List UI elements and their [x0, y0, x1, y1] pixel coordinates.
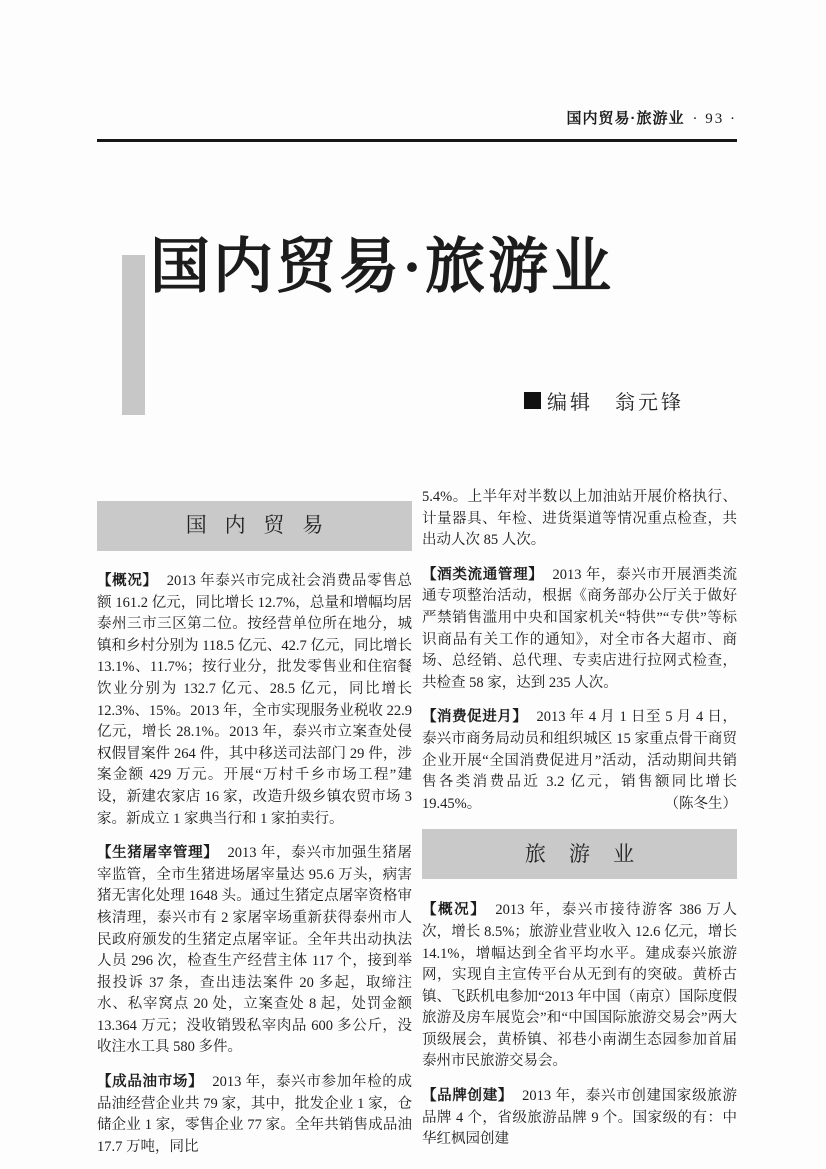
entry-tag: 【消费促进月】	[422, 709, 528, 726]
paragraph-trade-overview	[97, 571, 412, 830]
paragraph-consumption-month	[422, 707, 737, 815]
entry-tag: 【品牌创建】	[422, 1088, 514, 1105]
right-column	[422, 487, 737, 1151]
entry-text: 2013 年泰兴市完成社会消费品零售总额 161.2 亿元，同比增长 12.7%，总量和增幅均居泰州三市三区第二位。按经营单位所在地分，城镇和乡村分别为 118.5 亿元、42.7 亿元，同比增长 13.1%、11.7%；按行业分，批发零售业和住宿餐饮业分别为 132.7 亿元、28.5 亿元，同比增长 12.3%、15%。2013 年，全市实现服务业税收 22.9 亿元，增长 28.1%。2013 年，泰兴市立案查处侵权假冒案件 264 件，其中移送司法部门 29 件，涉案金额 429 万元。开展“万村千乡市场工程”建设，新建农家店 16 家，改造升级乡镇农贸市场 3 家。新成立 1 家典当行和 1 家拍卖行。	[97, 573, 412, 827]
entry-text: 2013 年 4 月 1 日至 5 月 4 日，泰兴市商务局动员和组织城区 15 家重点骨干商贸企业开展“全国消费促进月”活动，活动期间共销售各类消费品近 3.2 亿元，销售额同比增长 19.45%。	[422, 709, 737, 812]
running-header-chapter: 国内贸易·旅游业	[566, 110, 685, 127]
paragraph-oil-overflow	[422, 487, 737, 552]
entry-tag: 【生猪屠宰管理】	[97, 845, 219, 862]
entry-text: 2013 年，泰兴市开展酒类流通专项整治活动，根据《商务部办公厅关于做好严禁销售滥用中央和国家机关“特供”“专供”等标识商品有关工作的通知》，对全市各大超市、商场、总经销、总代理、专卖店进行拉网式检查，共检查 58 家，达到 235 人次。	[422, 566, 737, 691]
paragraph-tourism-overview	[422, 900, 737, 1073]
section-heading-tourism	[422, 829, 737, 879]
editor-square-icon	[524, 392, 541, 409]
section-heading-label: 国内贸易	[185, 514, 342, 538]
editor-name: 翁元锋	[615, 392, 684, 414]
chapter-title: 国内贸易·旅游业	[150, 234, 615, 300]
paragraph-brand-creation	[422, 1086, 737, 1151]
entry-text: 2013 年，泰兴市创建国家级旅游品牌 4 个，省级旅游品牌 9 个。国家级的有：中华红枫园创建	[422, 1088, 737, 1148]
title-accent-bar	[122, 255, 145, 415]
paragraph-pig-slaughter	[97, 843, 412, 1059]
entry-text: 5.4%。上半年对半数以上加油站开展价格执行、计量器具、年检、进货渠道等情况重点检查，共出动人次 85 人次。	[422, 489, 737, 549]
entry-tag: 【概况】	[97, 573, 158, 589]
entry-text: 2013 年，泰兴市接待游客 386 万人次，增长 8.5%；旅游业营业收入 12.6 亿元，增长 14.1%，增幅达到全省平均水平。建成泰兴旅游网，实现自主宣传平台从无到有的突破。黄桥古镇、飞跃机电参加“2013 年中国（南京）国际度假旅游及房车展览会”和“中国国际旅游交易会”两大顶级展会，黄桥镇、祁巷小南湖生态园参加首届泰州市民旅游交易会。	[422, 902, 738, 1070]
section-heading-trade	[97, 501, 412, 551]
entry-text: 2013 年，泰兴市加强生猪屠宰监管，全市生猪进场屠宰量达 95.6 万头，病害猪无害化处理 1648 头。通过生猪定点屠宰资格审核清理，泰兴市有 2 家屠宰场重新获得泰州市人民政府颁发的生猪定点屠宰证。全年共出动执法人员 296 次，检查生产经营主体 117 个，接到举报投诉 37 条，查出违法案件 20 多起，取缔注水、私宰窝点 20 处，立案查处 8 起，处罚金额 13.364 万元；没收销毁私宰肉品 600 多公斤，没收注水工具 580 多件。	[97, 845, 412, 1056]
section-heading-label: 旅游业	[524, 842, 658, 866]
paragraph-refined-oil-market	[97, 1072, 412, 1158]
editor-credit	[524, 386, 684, 415]
entry-text: 2013 年，泰兴市参加年检的成品油经营企业共 79 家，其中，批发企业 1 家，仓储企业 1 家，零售企业 77 家。全年共销售成品油 17.7 万吨，同比	[97, 1074, 412, 1155]
entry-tag: 【酒类流通管理】	[422, 566, 544, 583]
running-header	[567, 107, 738, 128]
paragraph-liquor-circulation	[422, 565, 737, 695]
left-column	[97, 501, 412, 1158]
header-rule	[97, 139, 737, 142]
running-header-page-number: · 93 ·	[692, 111, 737, 127]
editor-label: 编辑	[547, 392, 593, 414]
entry-tag: 【成品油市场】	[97, 1074, 204, 1091]
entry-tag: 【概况】	[422, 902, 487, 919]
author-signature: （陈冬生）	[664, 795, 737, 812]
